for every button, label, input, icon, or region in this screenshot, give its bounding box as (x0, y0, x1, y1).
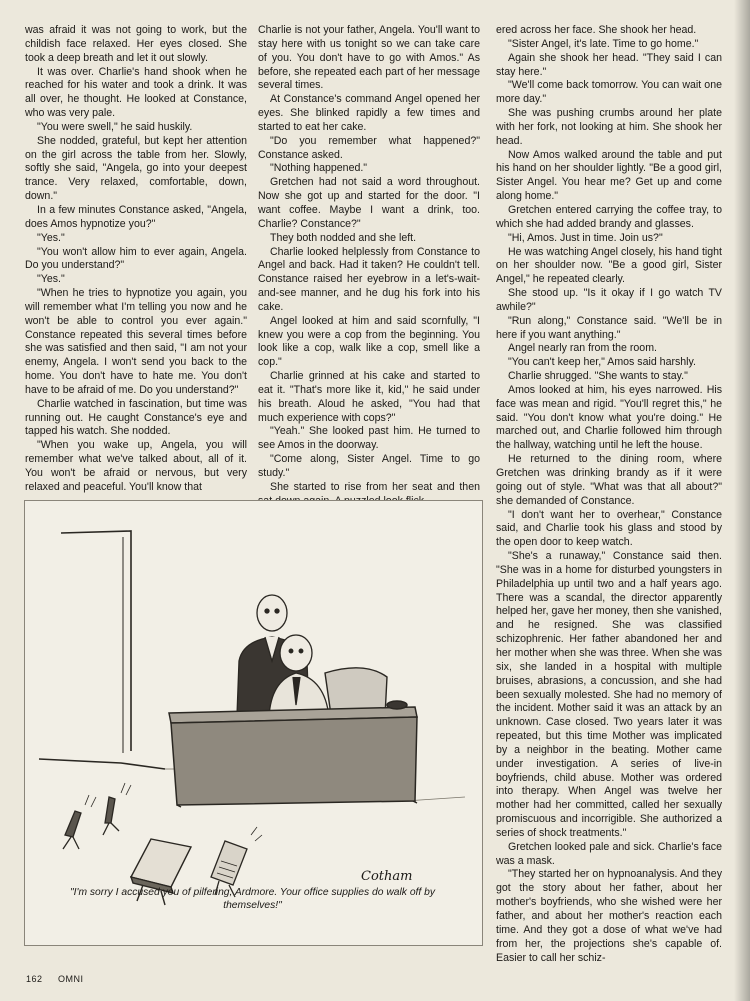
cartoon-panel (24, 500, 483, 946)
page-number: 162 (26, 974, 43, 984)
doorway (39, 531, 165, 769)
cartoon-drawing (25, 501, 482, 945)
paragraph: Angel looked at him and said scornfully, "I knew you were a cop from the beginning. You look like a cop, walk like a cop, smell like a cop." (258, 314, 480, 369)
text-column-2 (258, 24, 480, 494)
paragraph: "Hi, Amos. Just in time. Join us?" (508, 231, 663, 244)
paragraph: "Run along," Constance said. "We'll be in here if you want anything." (496, 314, 722, 341)
paragraph: She stood up. "Is it okay if I go watch TV awhile?" (496, 287, 722, 313)
paragraph: "They started her on hypnoanalysis. And they got the story about her father, about her mother's boyfriends, who she wished were her father, and about her mother's reaction each time. And they got a dose of what we've had from her, the projections she's capable of. Easier to call her schiz- (496, 868, 722, 964)
text-column-3 (496, 24, 722, 964)
paragraph: "She's a runaway," Constance said then. "She was in a home for disturbed youngsters in Philadelphia up until two and a half years ago. There was a scandal, the director apparently helped her, gave her money, then she vanished, and he resigned. She was classified schizophrenic. Her father abandoned her and her mother when she was three. When she was six, she landed in a hospital with multiple bruises, abrasions, a concussion, and she had been sexually molested. She had no memory of the incident. Mother said it was an attack by an unknown. Case closed. Two years later it was repeated, but this time Mother was implicated by a neighbor in the beating. Mother came under investigation. A series of live-in boyfriends, child abuse. Mother was ordered into therapy. When Angel was twelve her mother had her committed, called her sexually promiscuous and incorrigible. She authorized a series of shock treatments." (496, 550, 722, 839)
desk (169, 701, 417, 807)
paragraph: He returned to the dining room, where Gretchen was drinking brandy as if it were going out of style. "What was that all about?" she demanded of Constance. (496, 453, 722, 507)
paragraph: Charlie watched in fascination, but time was running out. He caught Constance's eye and tapped his watch. She nodded. (25, 397, 247, 438)
paragraph: At Constance's command Angel opened her eyes. She blinked rapidly a few times and started to eat her cake. (258, 93, 480, 133)
paragraph: "Sister Angel, it's late. Time to go home." (508, 37, 699, 50)
paragraph: "I don't want her to overhear," Constance said, and Charlie took his glass and stood by the open door to keep watch. (496, 508, 722, 549)
paragraph: Gretchen looked pale and sick. Charlie's face was a mask. (496, 840, 722, 867)
paragraph: "You were swell," he said huskily. (37, 120, 193, 133)
paragraph: "We'll come back tomorrow. You can wait one more day." (496, 79, 722, 106)
paragraph: He was watching Angel closely, his hand tight on her shoulder now. "Be a good girl, Sister Angel," he repeated clearly. (496, 245, 722, 286)
paragraph: "Come along, Sister Angel. Time to go study." (258, 453, 480, 479)
paragraph: Now Amos walked around the table and put his hand on her shoulder lightly. "Be a good girl, Sister Angel. You hear me? Get up and come along home." (496, 148, 722, 203)
paragraph: "You won't allow him to ever again, Angela. Do you understand?" (25, 245, 247, 272)
paragraph: "Yes." (37, 231, 65, 244)
paragraph: "Nothing happened." (270, 162, 368, 175)
paragraph: ered across her face. She shook her head. (496, 24, 697, 36)
paragraph: She was pushing crumbs around her plate with her fork, not looking at him. She shook her head. (496, 107, 722, 147)
paragraph: She nodded, grateful, but kept her attention on the girl across the table from her. Slowly, softly she said, "Angela, go into your deepest trance. Very relaxed, comfortable, down, down." (25, 134, 247, 203)
text-column-1 (25, 24, 247, 494)
cartoon-caption: "I'm sorry I accused you of pilfering, Ardmore. Your office supplies do walk off by themselves!" (69, 887, 436, 911)
magazine-name: OMNI (58, 974, 84, 984)
paragraph: "When he tries to hypnotize you again, you will remember what I'm telling you now and he won't be able to control you ever again." Constance repeated this several times before she was satisfied and then said, "I am not your enemy, Angela. I won't send you back to the home. You don't have to hate me. You don't have to be afraid of me. Do you understand?" (25, 287, 247, 396)
paragraph: Amos looked at him, his eyes narrowed. His face was mean and rigid. "You'll regret this," he said. "You don't know what you're doing." He marched out, and Charlie followed him through the hallway, watching until he left the house. (496, 383, 722, 452)
paragraph: It was over. Charlie's hand shook when he reached for his water and took a drink. It was all over, he thought. He looked at Constance, who was very pale. (25, 65, 247, 120)
walking-supplies (63, 783, 131, 849)
binding-shadow (734, 0, 750, 1001)
paragraph: "You can't keep her," Amos said harshly. (508, 356, 696, 369)
paragraph: Charlie looked helplessly from Constance to Angel and back. Had it taken? He couldn't tell. Constance raised her eyebrow in a let's-wait-and-see manner, and he dug his fork into his cake. (258, 245, 480, 313)
paragraph: Charlie is not your father, Angela. You'll want to stay here with us tonight so we can take care of you. You don't have to go with Amos." As before, she repeated each part of her message several times. (258, 24, 480, 92)
paragraph: Again she shook her head. "They said I can stay here." (496, 51, 722, 78)
paragraph: "When you wake up, Angela, you will remember what we've talked about, all of it. You won't be afraid or nervous, but very relaxed and peaceful. You'll know that (25, 439, 247, 493)
paragraph: "Yeah." She looked past him. He turned to see Amos in the doorway. (258, 425, 480, 452)
paragraph: She started to rise from her seat and then (270, 480, 480, 493)
paragraph: "Yes." (37, 273, 65, 286)
cartoonist-signature: Cotham (361, 869, 413, 884)
paragraph: Gretchen had not said a word throughout. Now she got up and started for the door. "I want coffee. Maybe I want a drink, too. Charlie? Constance?" (258, 176, 480, 230)
paragraph: Charlie shrugged. "She wants to stay." (508, 370, 688, 383)
paragraph: was afraid it was not going to work, but the childish face relaxed. Her eyes closed. She took a deep breath and let it out slowly. (25, 24, 247, 64)
paragraph: They both nodded and she left. (270, 231, 417, 244)
paragraph: Gretchen entered carrying the coffee tray, to which she had added brandy and glasses. (496, 203, 722, 230)
paragraph: In a few minutes Constance asked, "Angela, does Amos hypnotize you?" (25, 203, 247, 230)
paragraph: Charlie grinned at his cake and started to eat it. "That's more like it, kid," he said under his breath. Aloud he asked, "You had that much experience with cops?" (258, 370, 480, 424)
paragraph: Angel nearly ran from the room. (508, 342, 657, 355)
paragraph: "Do you remember what happened?" Constance asked. (258, 134, 480, 161)
